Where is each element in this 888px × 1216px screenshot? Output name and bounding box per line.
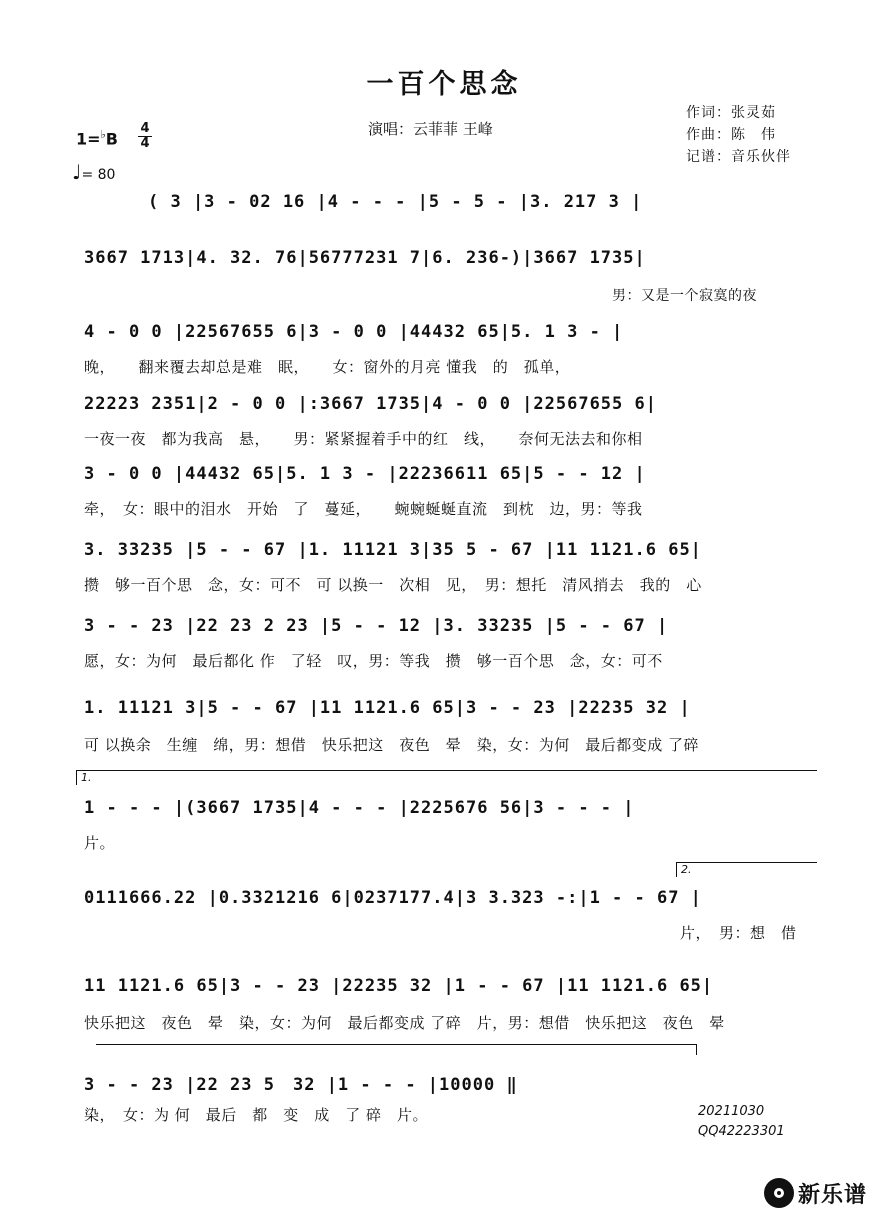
lyricist-credit: 作词：张灵茹 xyxy=(686,105,776,121)
score-row-9-notes: 1 - - - |(3667 1735|4 - - - |2225676 56|3 - - - | xyxy=(84,798,635,818)
score-row-10-notes: 0111666.22 |0.3321216 6|0237177.4|3 3.323 -:|1 - - 67 | xyxy=(84,888,702,908)
score-row-8-notes: 1. 11121 3|5 - - 67 |11 1121.6 65|3 - - 23 |22235 32 | xyxy=(84,698,691,718)
score-row-4-notes: 22223 2351|2 - 0 0 |:3667 1735|4 - 0 0 |22567655 6| xyxy=(84,394,657,414)
transcriber-credit: 记谱：音乐伙伴 xyxy=(686,149,791,165)
score-row-6-lyrics: 攒 够一百个思 念，女：可不 可 以换一 次相 见， 男：想托 清风捎去 我的 心 xyxy=(84,576,702,594)
qq-number: QQ42223301 xyxy=(698,1124,785,1139)
score-row-8-lyrics: 可 以换余 生缠 绵，男：想借 快乐把这 夜色 晕 染，女：为何 最后都变成 了碎 xyxy=(84,736,700,754)
logo-text: 新乐谱 xyxy=(798,1182,868,1208)
time-signature: 4 4 xyxy=(138,122,152,151)
second-ending-bracket: 2. xyxy=(676,862,817,877)
first-ending-bracket: 1. xyxy=(76,770,817,785)
score-row-10-lyrics: 片， 男：想 借 xyxy=(680,924,797,942)
singer-credit: 演唱：云菲菲 王峰 xyxy=(368,120,493,138)
score-row-2-notes: 3667 1713|4. 32. 76|56777231 7|6. 236-)|3667 1735| xyxy=(84,248,646,268)
site-logo xyxy=(764,1176,867,1210)
score-row-2-lyrics: 男：又是一个寂寞的夜 xyxy=(612,288,757,304)
score-row-4-lyrics: 一夜一夜 都为我高 悬， 男：紧紧握着手中的红 线， 奈何无法去和你相 xyxy=(84,430,643,448)
tie-bracket-line xyxy=(96,1044,697,1055)
score-row-7-lyrics: 愿，女：为何 最后都化 作 了轻 叹，男：等我 攒 够一百个思 念，女：可不 xyxy=(84,652,663,670)
score-row-11-notes: 11 1121.6 65|3 - - 23 |22235 32 |1 - - 67 |11 1121.6 65| xyxy=(84,976,714,996)
composer-credit: 作曲：陈 伟 xyxy=(686,127,776,143)
quarter-note-icon: ♩ xyxy=(72,160,82,184)
score-row-5-lyrics: 牵， 女：眼中的泪水 开始 了 蔓延， 蜿蜿蜒蜒直流 到枕 边，男：等我 xyxy=(84,500,643,518)
score-row-9-lyrics: 片。 xyxy=(84,834,116,852)
date-stamp: 20211030 xyxy=(698,1104,765,1119)
score-row-6-notes: 3. 33235 |5 - - 67 |1. 11121 3|35 5 - 67 |11 1121.6 65| xyxy=(84,540,702,560)
score-row-12-notes: 3 - - 23 |22 23 5 32 |1 - - - |10000 ‖ xyxy=(84,1075,518,1095)
score-row-3-notes: 4 - 0 0 |22567655 6|3 - 0 0 |44432 65|5. 1 3 - | xyxy=(84,322,624,342)
record-disc-icon xyxy=(764,1178,794,1208)
score-row-3-lyrics: 晚， 翻来覆去却总是难 眠， 女：窗外的月亮 懂我 的 孤单， xyxy=(84,358,571,376)
tempo-marking: ♩= 80 xyxy=(72,160,116,184)
score-row-5-notes: 3 - 0 0 |44432 65|5. 1 3 - |22236611 65|5 - - 12 | xyxy=(84,464,646,484)
score-row-1-notes: ( 3 |3 - 02 16 |4 - - - |5 - 5 - |3. 217 3 | xyxy=(148,192,643,212)
song-title: 一百个思念 xyxy=(366,69,522,100)
score-row-12-lyrics: 染， 女：为 何 最后 都 变 成 了 碎 片。 xyxy=(84,1106,429,1124)
score-row-7-notes: 3 - - 23 |22 23 2 23 |5 - - 12 |3. 33235 |5 - - 67 | xyxy=(84,616,669,636)
score-row-11-lyrics: 快乐把这 夜色 晕 染，女：为何 最后都变成 了碎 片，男：想借 快乐把这 夜色 晕 xyxy=(84,1014,725,1032)
key-signature: 1=♭B xyxy=(76,128,118,149)
